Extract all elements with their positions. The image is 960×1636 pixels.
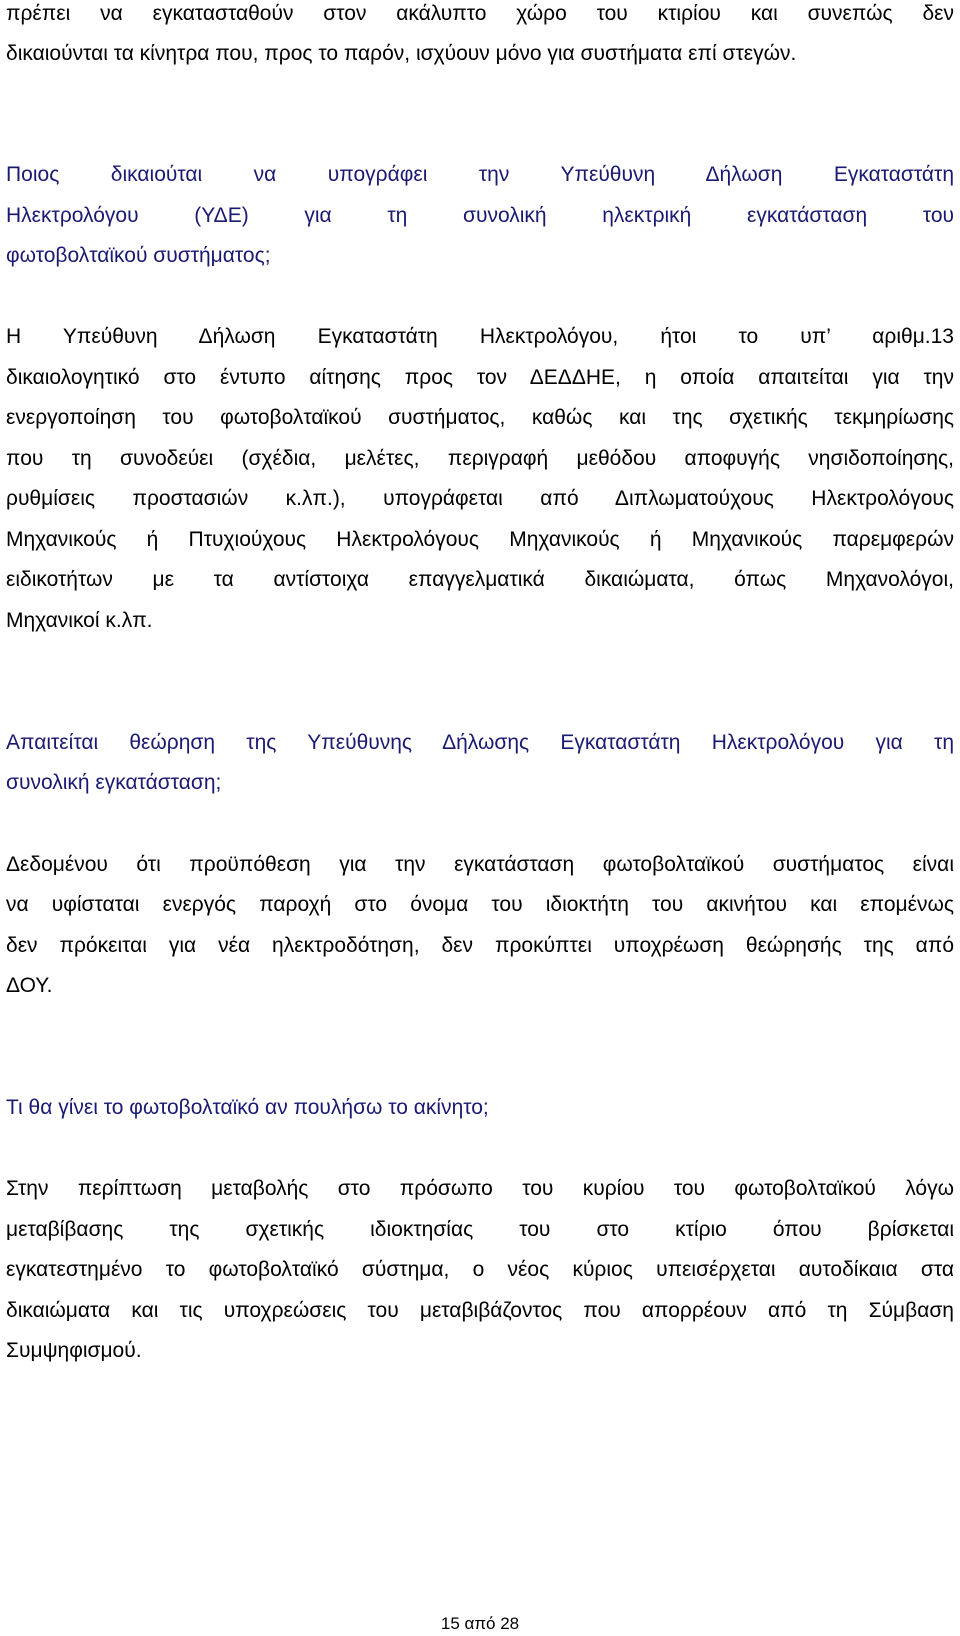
question-heading-line: συνολική εγκατάσταση; (6, 771, 222, 794)
paragraph-line: Συμψηφισμού. (6, 1339, 142, 1362)
document-page (6, 0, 954, 1636)
paragraph-line: Η Υπεύθυνη Δήλωση Εγκαταστάτη Ηλεκτρολόγου, ήτοι το υπ’ αριθμ.13 (6, 325, 954, 348)
paragraph-line: να υφίσταται ενεργός παροχή στο όνομα του ιδιοκτήτη του ακινήτου και επομένως (6, 893, 954, 916)
page-number: 15 από 28 (440, 1614, 520, 1633)
paragraph-line: Στην περίπτωση μεταβολής στο πρόσωπο του κυρίου του φωτοβολταϊκού λόγω (6, 1177, 954, 1200)
paragraph-line: ειδικοτήτων με τα αντίστοιχα επαγγελματικά δικαιώματα, όπως Μηχανολόγοι, (6, 568, 954, 591)
paragraph-line: που τη συνοδεύει (σχέδια, μελέτες, περιγραφή μεθόδου αποφυγής νησιδοποίησης, (6, 447, 954, 470)
paragraph-line: μεταβίβασης της σχετικής ιδιοκτησίας του στο κτίριο όπου βρίσκεται (6, 1218, 954, 1241)
paragraph-line: δικαιώματα και τις υποχρεώσεις του μεταβιβάζοντος που απορρέουν από τη Σύμβαση (6, 1299, 954, 1322)
question-heading-line: Τι θα γίνει το φωτοβολταϊκό αν πουλήσω το ακίνητο; (6, 1096, 489, 1119)
question-heading-line: φωτοβολταϊκού συστήματος; (6, 244, 271, 267)
paragraph-line: Δεδομένου ότι προϋπόθεση για την εγκατάσταση φωτοβολταϊκού συστήματος είναι (6, 853, 954, 876)
question-heading-line: Απαιτείται θεώρηση της Υπεύθυνης Δήλωσης Εγκαταστάτη Ηλεκτρολόγου για τη (6, 731, 954, 754)
paragraph-line: πρέπει να εγκατασταθούν στον ακάλυπτο χώρο του κτιρίου και συνεπώς δεν (6, 2, 954, 25)
paragraph-line: δικαιούνται τα κίνητρα που, προς το παρόν, ισχύουν μόνο για συστήματα επί στεγών. (6, 42, 797, 65)
question-heading-line: Ηλεκτρολόγου (ΥΔΕ) για τη συνολική ηλεκτρική εγκατάσταση του (6, 204, 954, 227)
question-heading-line: Ποιος δικαιούται να υπογράφει την Υπεύθυνη Δήλωση Εγκαταστάτη (6, 163, 954, 186)
paragraph-line: ρυθμίσεις προστασιών κ.λπ.), υπογράφεται από Διπλωματούχους Ηλεκτρολόγους (6, 487, 954, 510)
paragraph-line: Μηχανικούς ή Πτυχιούχους Ηλεκτρολόγους Μηχανικούς ή Μηχανικούς παρεμφερών (6, 528, 954, 551)
paragraph-line: δικαιολογητικό στο έντυπο αίτησης προς τον ΔΕΔΔΗΕ, η οποία απαιτείται για την (6, 366, 954, 389)
paragraph-line: Μηχανικοί κ.λπ. (6, 609, 153, 632)
paragraph-line: δεν πρόκειται για νέα ηλεκτροδότηση, δεν προκύπτει υποχρέωση θεώρησής της από (6, 934, 954, 957)
paragraph-line: ΔΟΥ. (6, 974, 53, 997)
paragraph-line: ενεργοποίηση του φωτοβολταϊκού συστήματος, καθώς και της σχετικής τεκμηρίωσης (6, 406, 954, 429)
paragraph-line: εγκατεστημένο το φωτοβολταϊκό σύστημα, ο νέος κύριος υπεισέρχεται αυτοδίκαια στα (6, 1258, 954, 1281)
